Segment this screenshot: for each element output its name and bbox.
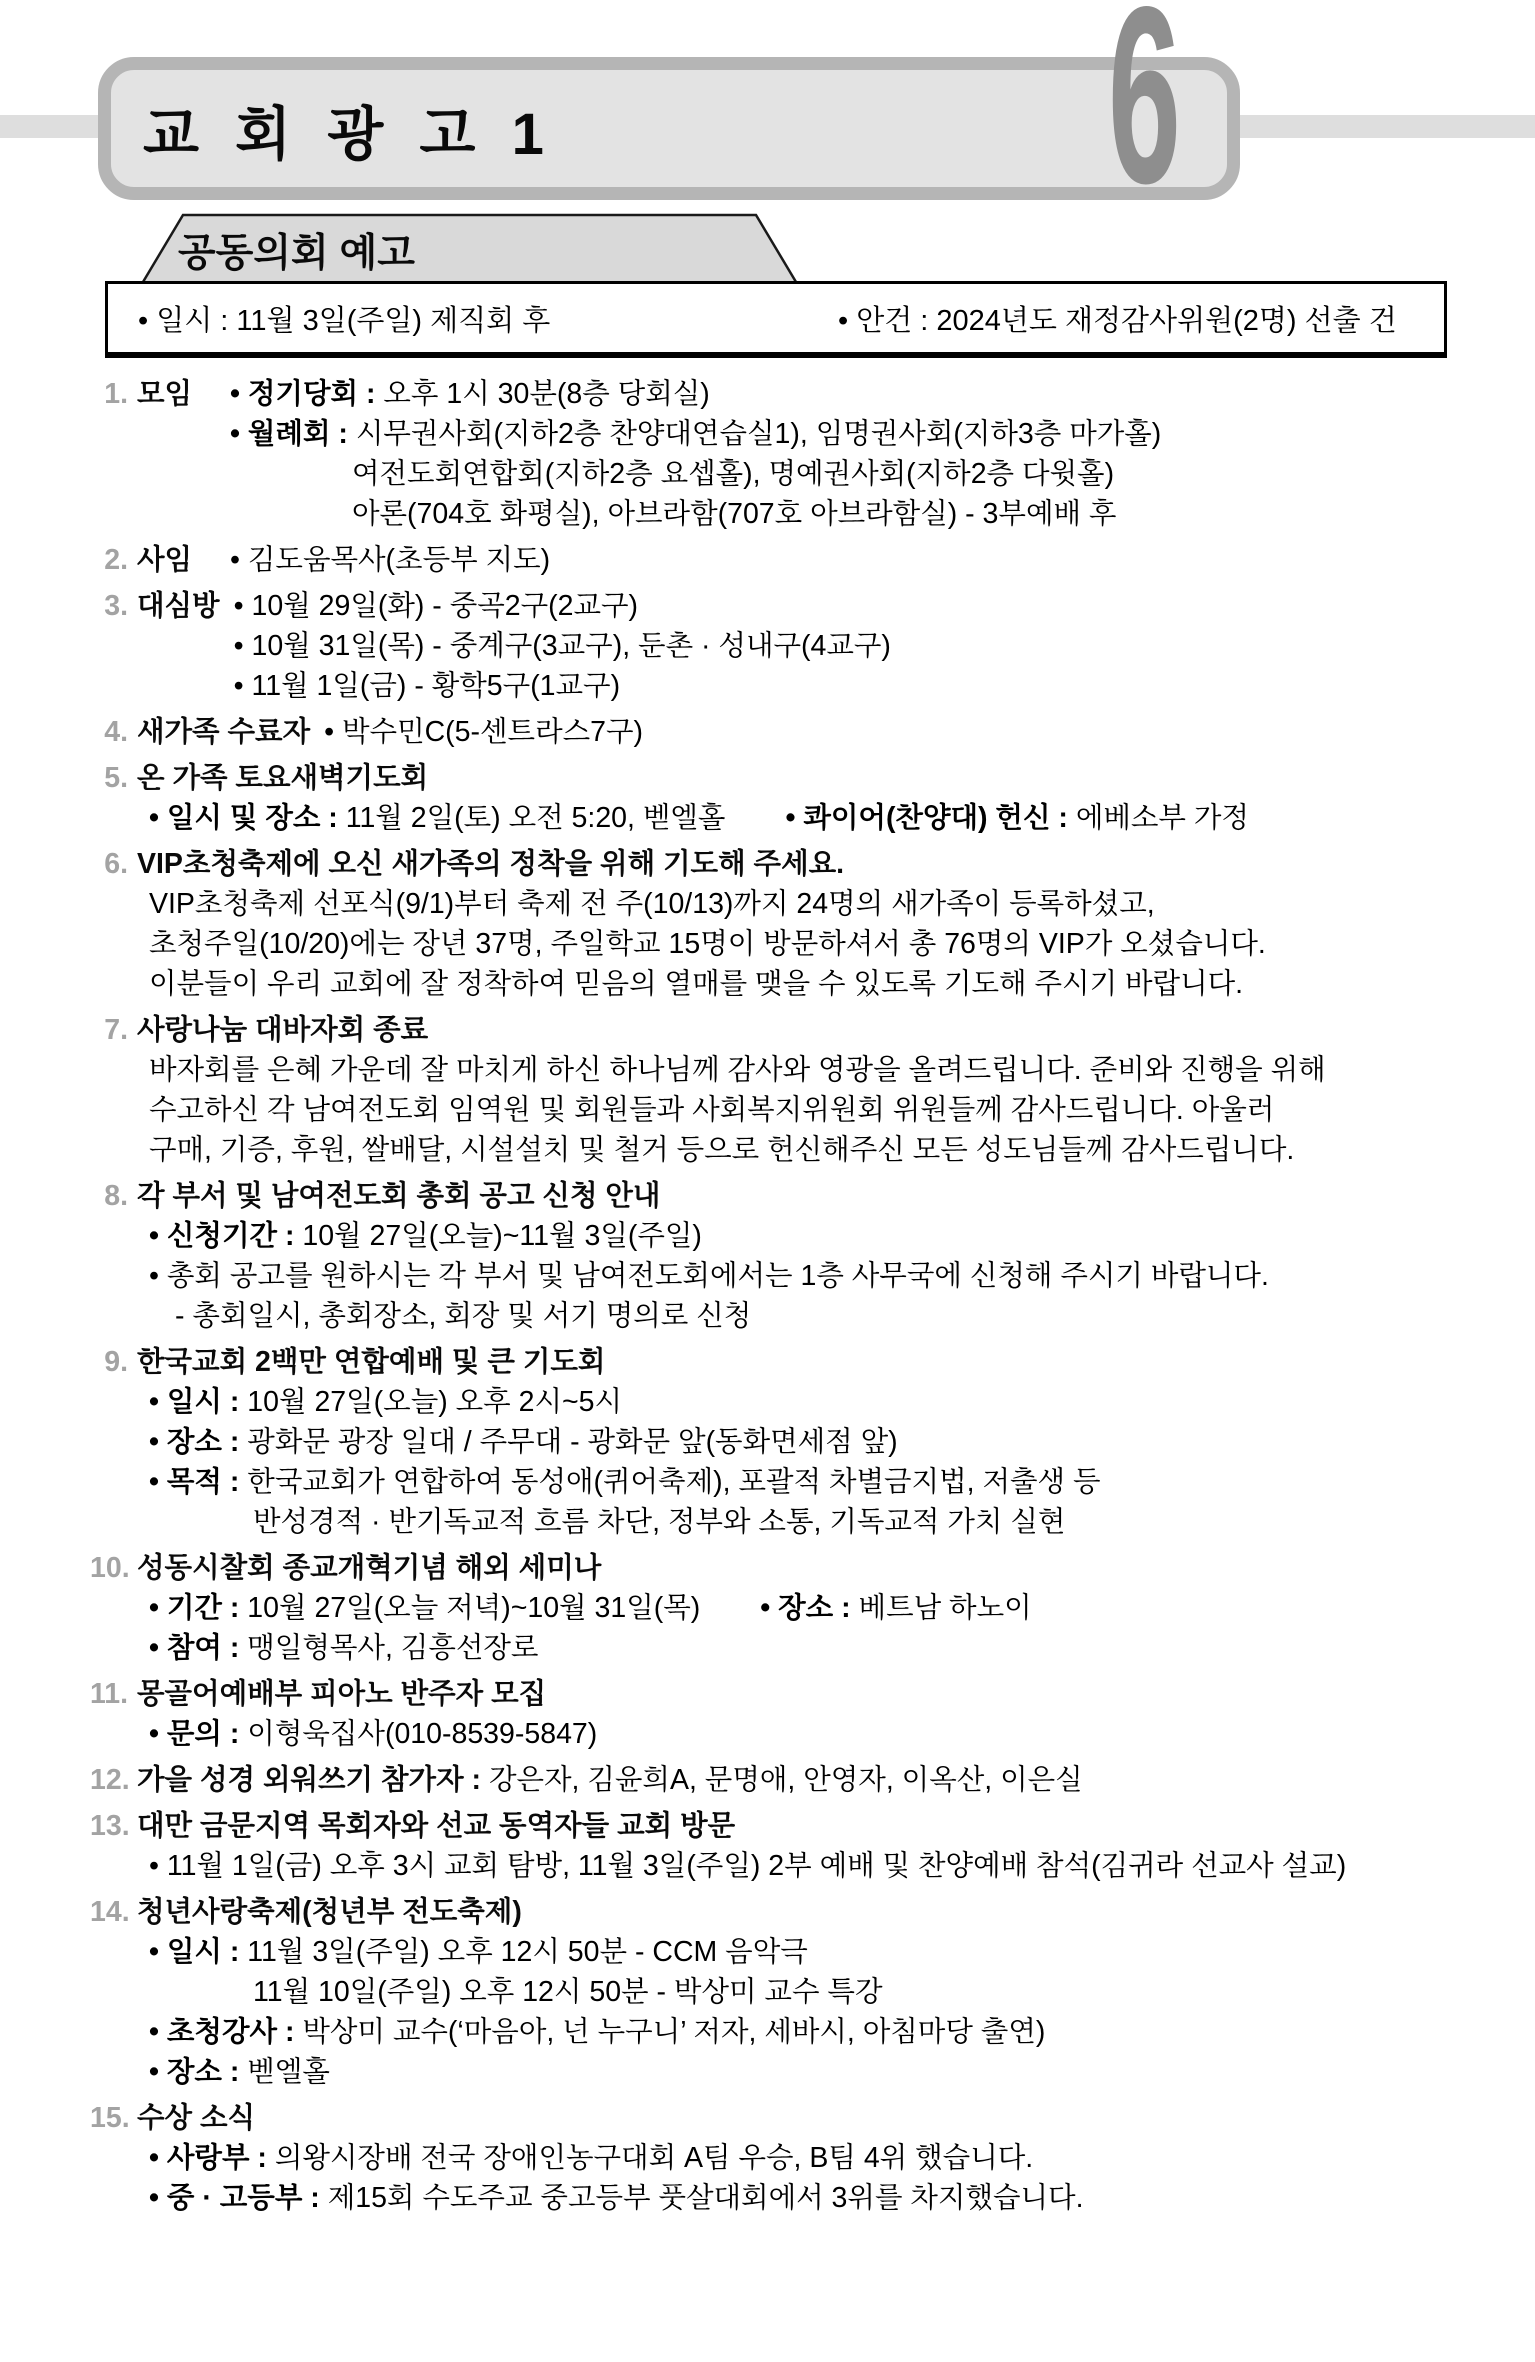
line-segment bbox=[149, 1632, 538, 1664]
line-text: 오후 1시 30분(8층 당회실) bbox=[383, 378, 710, 410]
line-segment bbox=[230, 378, 710, 410]
item-body bbox=[149, 884, 1480, 1004]
line-segment bbox=[149, 802, 725, 834]
item-title: 가을 성경 외워쓰기 참가자 : bbox=[137, 1764, 489, 1796]
line-segment bbox=[234, 670, 621, 702]
announcement-list bbox=[90, 374, 1480, 2224]
item-line bbox=[149, 884, 1480, 924]
line-label: • 참여 : bbox=[149, 1632, 248, 1664]
item-line bbox=[149, 1628, 1480, 1668]
line-text: 한국교회가 연합하여 동성애(퀴어축제), 포괄적 차별금지법, 저출생 등 bbox=[247, 1466, 1101, 1498]
item-line bbox=[149, 1588, 1480, 1628]
item-body bbox=[149, 1846, 1480, 1886]
item-line bbox=[230, 540, 550, 580]
item-heading bbox=[90, 1674, 1480, 1714]
line-segment bbox=[253, 1506, 1065, 1538]
item-number: 7. bbox=[104, 1014, 128, 1046]
item-heading bbox=[90, 1806, 1480, 1846]
item-line bbox=[149, 1130, 1480, 1170]
item-number: 13. bbox=[90, 1810, 130, 1842]
item-line bbox=[149, 1050, 1480, 1090]
line-text: - 총회일시, 총회장소, 회장 및 서기 명의로 신청 bbox=[175, 1300, 752, 1332]
item-title: 청년사랑축제(청년부 전도축제) bbox=[137, 1896, 522, 1928]
line-segment bbox=[149, 888, 1155, 920]
line-text: 벧엘홀 bbox=[247, 2056, 330, 2088]
line-segment bbox=[149, 2016, 1045, 2048]
line-label: • 기간 : bbox=[149, 1592, 248, 1624]
item-body bbox=[324, 712, 643, 752]
item-number: 9. bbox=[104, 1346, 128, 1378]
line-label: • 초청강사 : bbox=[149, 2016, 303, 2048]
line-text: • 총회 공고를 원하시는 각 부서 및 남여전도회에서는 1층 사무국에 신청해 주시기 바랍니다. bbox=[149, 1260, 1269, 1292]
notice-banner bbox=[112, 213, 804, 289]
line-text: 베트남 하노이 bbox=[858, 1592, 1032, 1624]
line-text: 구매, 기증, 후원, 쌀배달, 시설설치 및 철거 등으로 헌신해주신 모든 성도님들께 감사드립니다. bbox=[149, 1134, 1295, 1166]
line-label: • 사랑부 : bbox=[149, 2142, 275, 2174]
line-text: 여전도회연합회(지하2층 요셉홀), 명예권사회(지하2층 다윗홀) bbox=[352, 458, 1115, 490]
item-number: 2. bbox=[104, 544, 128, 576]
item-line bbox=[149, 2012, 1480, 2052]
line-label: • 중 · 고등부 : bbox=[149, 2182, 328, 2214]
line-text: 10월 27일(오늘 저녁)~10월 31일(목) bbox=[247, 1592, 701, 1624]
item-line bbox=[175, 1296, 1480, 1336]
item-number: 15. bbox=[90, 2102, 130, 2134]
line-segment bbox=[234, 590, 638, 622]
item-title: VIP초청축제에 오신 새가족의 정착을 위해 기도해 주세요. bbox=[137, 848, 845, 880]
item-line bbox=[149, 1846, 1480, 1886]
item-body bbox=[149, 1216, 1480, 1336]
line-segment bbox=[149, 1386, 622, 1418]
item-line bbox=[234, 626, 891, 666]
item-title: 각 부서 및 남여전도회 총회 공고 신청 안내 bbox=[137, 1180, 661, 1212]
item-heading bbox=[90, 712, 310, 752]
item-number: 8. bbox=[104, 1180, 128, 1212]
line-segment bbox=[149, 968, 1243, 1000]
line-text: 11월 10일(주일) 오후 12시 50분 - 박상미 교수 특강 bbox=[253, 1976, 883, 2008]
line-text: 에베소부 가정 bbox=[1075, 802, 1249, 834]
item-number: 1. bbox=[104, 378, 128, 410]
line-label: • 문의 : bbox=[149, 1718, 248, 1750]
item-line bbox=[149, 1422, 1480, 1462]
line-segment bbox=[149, 1426, 898, 1458]
item-title: 한국교회 2백만 연합예배 및 큰 기도회 bbox=[137, 1346, 606, 1378]
line-text: 아론(704호 화평실), 아브라함(707호 아브라함실) - 3부예배 후 bbox=[352, 498, 1117, 530]
line-label: • 장소 : bbox=[760, 1592, 859, 1624]
line-label: • 콰이어(찬양대) 헌신 : bbox=[785, 802, 1076, 834]
line-text: • 11월 1일(금) - 황학5구(1교구) bbox=[233, 670, 621, 702]
announcement-item bbox=[90, 758, 1480, 838]
announcement-item bbox=[90, 1806, 1480, 1886]
item-line bbox=[149, 1256, 1480, 1296]
item-body bbox=[149, 1050, 1480, 1170]
line-text: 광화문 광장 일대 / 주무대 - 광화문 앞(동화면세점 앞) bbox=[247, 1426, 898, 1458]
line-text: 바자회를 은혜 가운데 잘 마치게 하신 하나님께 감사와 영광을 올려드립니다. 준비와 진행을 위해 bbox=[149, 1054, 1326, 1086]
line-segment bbox=[230, 418, 1161, 450]
item-heading bbox=[90, 1342, 1480, 1382]
line-segment bbox=[352, 498, 1116, 530]
item-body bbox=[230, 540, 550, 580]
announcement-item bbox=[90, 1010, 1480, 1170]
item-title: 수상 소식 bbox=[137, 2102, 256, 2134]
item-body bbox=[230, 374, 1161, 534]
item-line bbox=[149, 1090, 1480, 1130]
line-text: 이형욱집사(010-8539-5847) bbox=[247, 1718, 598, 1750]
item-heading bbox=[90, 844, 1480, 884]
announcement-item bbox=[90, 2098, 1480, 2218]
line-text: 박상미 교수(‘마음아, 넌 누구니’ 저자, 세바시, 아침마당 출연) bbox=[302, 2016, 1046, 2048]
page-header bbox=[98, 57, 1240, 200]
announcement-item bbox=[90, 844, 1480, 1004]
item-line bbox=[149, 2052, 1480, 2092]
item-line bbox=[149, 2138, 1480, 2178]
item-number: 6. bbox=[104, 848, 128, 880]
item-heading bbox=[90, 1010, 1480, 1050]
item-body bbox=[149, 1382, 1480, 1542]
item-line bbox=[253, 1502, 1480, 1542]
item-title: 사임 bbox=[137, 544, 193, 576]
line-segment bbox=[149, 2056, 330, 2088]
line-segment bbox=[149, 1718, 597, 1750]
line-segment bbox=[149, 928, 1266, 960]
line-text: 시무권사회(지하2층 찬양대연습실1), 임명권사회(지하3층 마가홀) bbox=[355, 418, 1162, 450]
line-text: • 10월 31일(목) - 중계구(3교구), 둔촌 · 성내구(4교구) bbox=[233, 630, 891, 662]
announcement-item bbox=[90, 374, 1480, 534]
item-line bbox=[234, 666, 891, 706]
notice-datetime: • 일시 : 11월 3일(주일) 제직회 후 bbox=[138, 304, 551, 337]
line-label: • 정기당회 : bbox=[230, 378, 384, 410]
line-segment bbox=[175, 1300, 751, 1332]
item-body bbox=[149, 1932, 1480, 2092]
line-text: • 10월 29일(화) - 중곡2구(2교구) bbox=[233, 590, 639, 622]
line-label: • 장소 : bbox=[149, 2056, 248, 2088]
item-heading bbox=[90, 2098, 1480, 2138]
item-title: 몽골어예배부 피아노 반주자 모집 bbox=[137, 1678, 547, 1710]
line-label: • 월례회 : bbox=[230, 418, 356, 450]
line-segment bbox=[149, 1850, 1346, 1882]
line-segment bbox=[352, 458, 1114, 490]
announcement-item bbox=[90, 712, 1480, 752]
line-text: 이분들이 우리 교회에 잘 정착하여 믿음의 열매를 맺을 수 있도록 기도해 주시기 바랍니다. bbox=[149, 968, 1244, 1000]
item-heading bbox=[90, 540, 216, 580]
line-segment bbox=[149, 1260, 1269, 1292]
notice-agenda: • 안건 : 2024년도 재정감사위원(2명) 선출 건 bbox=[838, 304, 1397, 337]
item-heading bbox=[90, 374, 216, 414]
item-heading bbox=[90, 1548, 1480, 1588]
item-heading bbox=[90, 1760, 1480, 1800]
item-inline-text: 강은자, 김윤희A, 문명애, 안영자, 이옥산, 이은실 bbox=[488, 1764, 1083, 1796]
line-text: 제15회 수도주교 중고등부 풋살대회에서 3위를 차지했습니다. bbox=[327, 2182, 1084, 2214]
item-line bbox=[352, 494, 1161, 534]
item-number: 4. bbox=[104, 716, 128, 748]
item-heading bbox=[90, 586, 220, 626]
line-segment bbox=[149, 1134, 1294, 1166]
line-text: 10월 27일(오늘)~11월 3일(주일) bbox=[302, 1220, 702, 1252]
line-segment bbox=[324, 716, 643, 748]
line-text: 11월 2일(토) 오전 5:20, 벧엘홀 bbox=[345, 802, 726, 834]
announcement-item bbox=[90, 1674, 1480, 1754]
line-segment bbox=[785, 802, 1248, 834]
line-segment bbox=[230, 544, 550, 576]
item-number: 5. bbox=[104, 762, 128, 794]
item-line bbox=[352, 454, 1161, 494]
line-segment bbox=[149, 2182, 1084, 2214]
item-line bbox=[324, 712, 643, 752]
item-number: 12. bbox=[90, 1764, 130, 1796]
announcement-item bbox=[90, 1176, 1480, 1336]
line-segment bbox=[149, 1592, 700, 1624]
line-label: • 목적 : bbox=[149, 1466, 248, 1498]
item-line bbox=[234, 586, 891, 626]
item-number: 3. bbox=[104, 590, 128, 622]
line-segment bbox=[149, 1936, 808, 1968]
announcement-item bbox=[90, 1548, 1480, 1668]
item-title: 대심방 bbox=[137, 590, 220, 622]
line-label: • 일시 : bbox=[149, 1936, 248, 1968]
line-segment bbox=[760, 1592, 1031, 1624]
page-title: 교 회 광 고 1 bbox=[143, 101, 554, 167]
line-segment bbox=[149, 1054, 1326, 1086]
line-segment bbox=[149, 1220, 702, 1252]
item-title: 대만 금문지역 목회자와 선교 동역자들 교회 방문 bbox=[137, 1810, 736, 1842]
line-segment bbox=[149, 2142, 1033, 2174]
line-text: 맹일형목사, 김흥선장로 bbox=[247, 1632, 539, 1664]
item-number: 10. bbox=[90, 1552, 130, 1584]
item-line bbox=[149, 1382, 1480, 1422]
line-segment bbox=[234, 630, 891, 662]
item-line bbox=[253, 1972, 1480, 2012]
item-body bbox=[149, 798, 1480, 838]
item-line bbox=[149, 1216, 1480, 1256]
item-line bbox=[149, 798, 1480, 838]
item-heading bbox=[90, 1176, 1480, 1216]
item-line bbox=[149, 1714, 1480, 1754]
line-segment bbox=[253, 1976, 882, 2008]
item-title: 모임 bbox=[137, 378, 193, 410]
line-label: • 신청기간 : bbox=[149, 1220, 303, 1252]
item-line bbox=[149, 964, 1480, 1004]
item-body bbox=[234, 586, 891, 706]
line-text: VIP초청축제 선포식(9/1)부터 축제 전 주(10/13)까지 24명의 새가족이 등록하셨고, bbox=[149, 888, 1155, 920]
item-line bbox=[230, 374, 1161, 414]
notice-banner-title: 공동의회 예고 bbox=[178, 231, 415, 275]
item-line bbox=[149, 1932, 1480, 1972]
announcement-item bbox=[90, 1760, 1480, 1800]
line-text: 수고하신 각 남여전도회 임역원 및 회원들과 사회복지위원회 위원들께 감사드립니다. 아울러 bbox=[149, 1094, 1275, 1126]
item-title: 사랑나눔 대바자회 종료 bbox=[137, 1014, 429, 1046]
line-label: • 일시 및 장소 : bbox=[149, 802, 346, 834]
announcement-item bbox=[90, 540, 1480, 580]
item-line bbox=[149, 2178, 1480, 2218]
item-title: 온 가족 토요새벽기도회 bbox=[137, 762, 429, 794]
item-number: 14. bbox=[90, 1896, 130, 1928]
line-segment bbox=[149, 1466, 1101, 1498]
announcement-item bbox=[90, 1892, 1480, 2092]
item-number: 11. bbox=[90, 1678, 129, 1710]
item-body bbox=[149, 1588, 1480, 1668]
line-text: 초청주일(10/20)에는 장년 37명, 주일학교 15명이 방문하셔서 총 76명의 VIP가 오셨습니다. bbox=[149, 928, 1266, 960]
page-number: 6 bbox=[1108, 0, 1181, 236]
line-segment bbox=[149, 1094, 1274, 1126]
line-text: 의왕시장배 전국 장애인농구대회 A팀 우승, B팀 4위 했습니다. bbox=[274, 2142, 1034, 2174]
item-line bbox=[149, 924, 1480, 964]
line-text: • 박수민C(5-센트라스7구) bbox=[324, 716, 644, 748]
notice-box bbox=[105, 281, 1447, 358]
item-line bbox=[230, 414, 1161, 454]
item-title: 성동시찰회 종교개혁기념 해외 세미나 bbox=[137, 1552, 602, 1584]
item-body bbox=[149, 2138, 1480, 2218]
announcement-item bbox=[90, 1342, 1480, 1542]
line-text: • 11월 1일(금) 오후 3시 교회 탐방, 11월 3일(주일) 2부 예배 및 찬양예배 참석(김귀라 선교사 설교) bbox=[149, 1850, 1347, 1882]
item-line bbox=[149, 1462, 1480, 1502]
line-label: • 일시 : bbox=[149, 1386, 248, 1418]
line-text: 10월 27일(오늘) 오후 2시~5시 bbox=[247, 1386, 623, 1418]
item-heading bbox=[90, 1892, 1480, 1932]
item-body bbox=[149, 1714, 1480, 1754]
announcement-item bbox=[90, 586, 1480, 706]
line-text: 11월 3일(주일) 오후 12시 50분 - CCM 음악극 bbox=[247, 1936, 808, 1968]
item-title: 새가족 수료자 bbox=[137, 716, 311, 748]
line-text: 반성경적 · 반기독교적 흐름 차단, 정부와 소통, 기독교적 가치 실현 bbox=[253, 1506, 1066, 1538]
line-text: • 김도움목사(초등부 지도) bbox=[230, 544, 551, 576]
line-label: • 장소 : bbox=[149, 1426, 248, 1458]
item-heading bbox=[90, 758, 1480, 798]
